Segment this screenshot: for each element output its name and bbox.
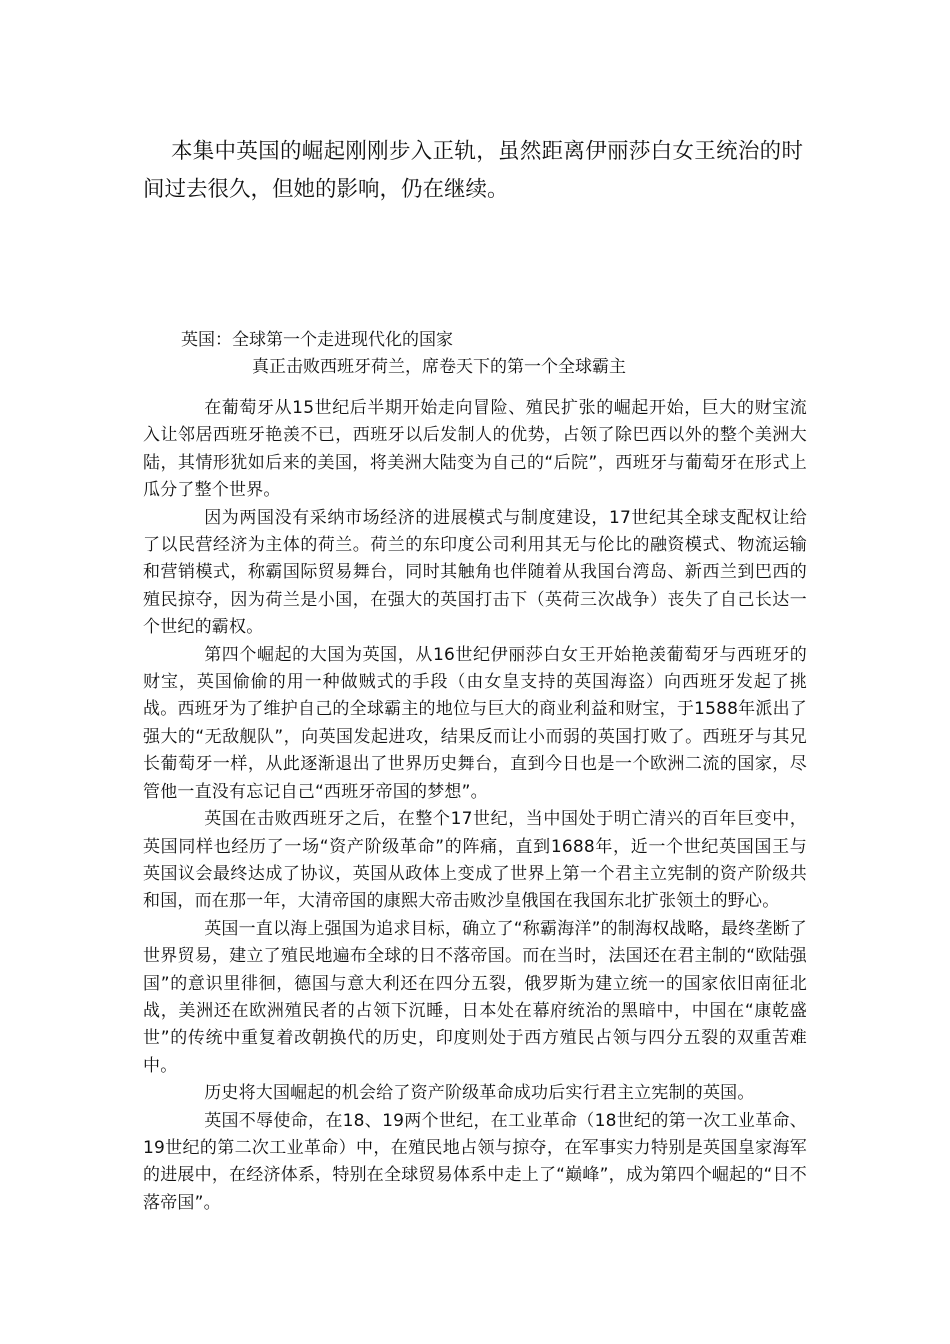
intro-paragraph: 本集中英国的崛起刚刚步入正轨，虽然距离伊丽莎白女王统治的时间过去很久，但她的影响，仍在继续。 bbox=[143, 139, 803, 202]
body-paragraph: 英国不辱使命，在18、19两个世纪，在工业革命（18世纪的第一次工业革命、19世纪的第二次工业革命）中，在殖民地占领与掠夺，在军事实力特别是英国皇家海军的进展中，在经济体系，特别在全球贸易体系中走上了“巅峰”，成为第四个崛起的“日不落帝国”。 bbox=[143, 1110, 807, 1213]
section-heading bbox=[181, 327, 801, 381]
body-text bbox=[143, 395, 807, 1217]
body-paragraph: 英国在击败西班牙之后，在整个17世纪，当中国处于明亡清兴的百年巨变中，英国同样也经历了一场“资产阶级革命”的阵痛，直到1688年，近一个世纪英国国王与英国议会最终达成了协议，英国从政体上变成了世界上第一个君主立宪制的资产阶级共和国，而在那一年，大清帝国的康熙大帝击败沙皇俄国在我国东北扩张领土的野心。 bbox=[143, 809, 807, 912]
body-paragraph: 历史将大国崛起的机会给了资产阶级革命成功后实行君主立宪制的英国。 bbox=[204, 1083, 755, 1104]
body-paragraph: 第四个崛起的大国为英国，从16世纪伊丽莎白女王开始艳羡葡萄牙与西班牙的财宝，英国偷偷的用一种做贼式的手段（由女皇支持的英国海盗）向西班牙发起了挑战。西班牙为了维护自己的全球霸主的地位与巨大的商业利益和财宝，于1588年派出了强大的“无敌舰队”，向英国发起进攻，结果反而让小而弱的英国打败了。西班牙与其兄长葡萄牙一样，从此逐渐退出了世界历史舞台，直到今日也是一个欧洲二流的国家，尽管他一直没有忘记自己“西班牙帝国的梦想”。 bbox=[143, 644, 807, 802]
heading-line-2: 真正击败西班牙荷兰，席卷天下的第一个全球霸主 bbox=[252, 357, 626, 377]
body-paragraph: 英国一直以海上强国为追求目标，确立了“称霸海洋”的制海权战略，最终垄断了世界贸易，建立了殖民地遍布全球的日不落帝国。而在当时，法国还在君主制的“欧陆强国”的意识里徘徊，德国与意大利还在四分五裂，俄罗斯为建立统一的国家依旧南征北战，美洲还在欧洲殖民者的占领下沉睡，日本处在幕府统治的黑暗中，中国在“康乾盛世”的传统中重复着改朝换代的历史，印度则处于西方殖民占领与四分五裂的双重苦难中。 bbox=[143, 918, 808, 1076]
heading-line-1: 英国：全球第一个走进现代化的国家 bbox=[181, 330, 453, 350]
body-paragraph: 在葡萄牙从15世纪后半期开始走向冒险、殖民扩张的崛起开始，巨大的财宝流入让邻居西班牙艳羡不已，西班牙以后发制人的优势，占领了除巴西以外的整个美洲大陆，其情形犹如后来的美国，将美洲大陆变为自己的“后院”，西班牙与葡萄牙在形式上瓜分了整个世界。 bbox=[143, 398, 807, 501]
body-paragraph: 因为两国没有采纳市场经济的进展模式与制度建设，17世纪其全球支配权让给了以民营经济为主体的荷兰。荷兰的东印度公司利用其无与伦比的融资模式、物流运输和营销模式，称霸国际贸易舞台，同时其触角也伴随着从我国台湾岛、新西兰到巴西的殖民掠夺，因为荷兰是小国，在强大的英国打击下（英荷三次战争）丧失了自己长达一个世纪的霸权。 bbox=[143, 507, 807, 638]
